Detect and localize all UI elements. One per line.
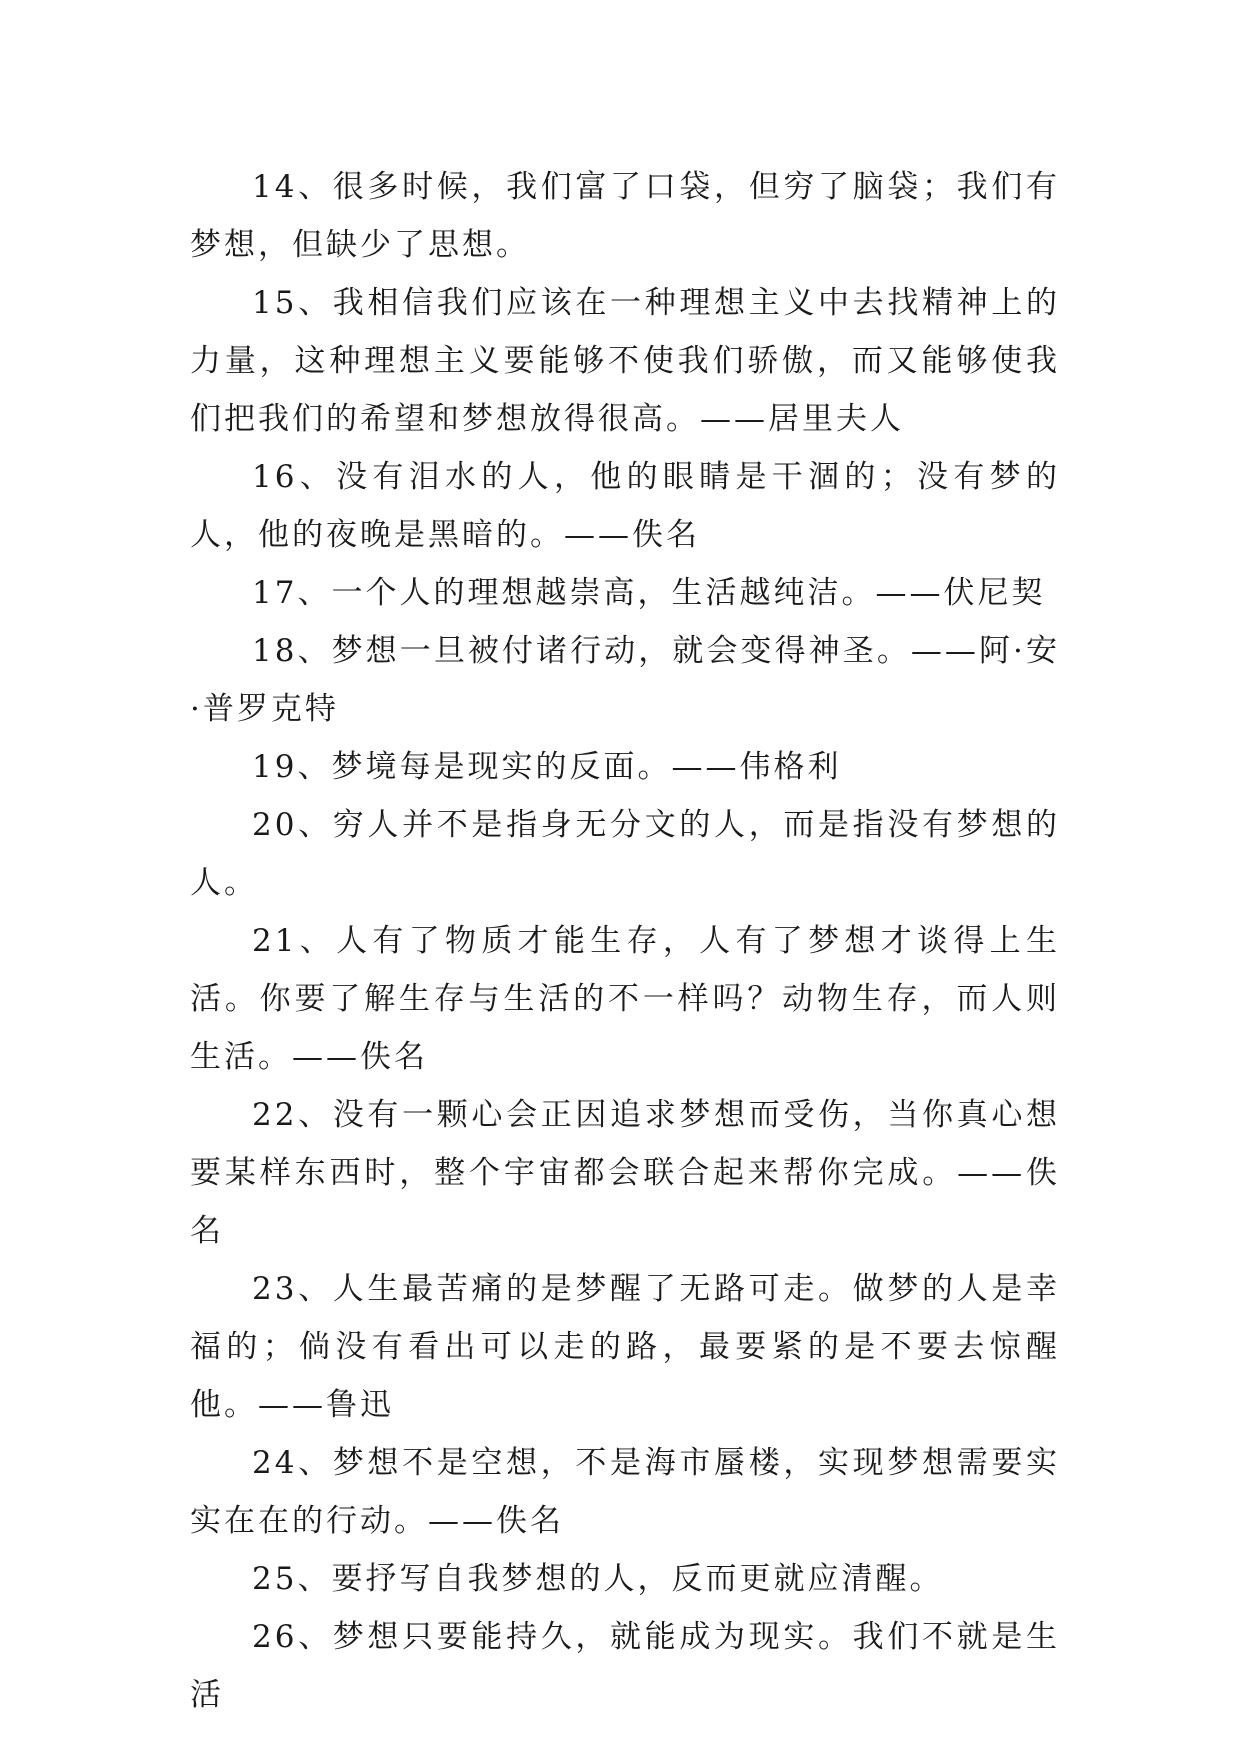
quote-paragraph-21: 21、人有了物质才能生存，人有了梦想才谈得上生活。你要了解生存与生活的不一样吗？动物生存，而人则生活。——佚名 (190, 923, 1060, 1075)
quote-paragraph-25: 25、要抒写自我梦想的人，反而更就应清醒。 (252, 1561, 944, 1597)
quote-paragraph-19: 19、梦境每是现实的反面。——伟格利 (252, 749, 842, 785)
quote-paragraph-18: 18、梦想一旦被付诸行动，就会变得神圣。——阿·安·普罗克特 (190, 633, 1060, 727)
quote-paragraph-20: 20、穷人并不是指身无分文的人，而是指没有梦想的人。 (190, 807, 1060, 901)
quote-paragraph-17: 17、一个人的理想越崇高，生活越纯洁。——伏尼契 (252, 575, 1046, 611)
quote-list (190, 158, 1060, 1724)
quote-paragraph-14: 14、很多时候，我们富了口袋，但穷了脑袋；我们有梦想，但缺少了思想。 (190, 169, 1060, 263)
quote-paragraph-23: 23、人生最苦痛的是梦醒了无路可走。做梦的人是幸福的；倘没有看出可以走的路，最要紧的是不要去惊醒他。——鲁迅 (190, 1271, 1060, 1423)
quote-paragraph-16: 16、没有泪水的人，他的眼睛是干涸的；没有梦的人，他的夜晚是黑暗的。——佚名 (190, 459, 1060, 553)
quote-paragraph-22: 22、没有一颗心会正因追求梦想而受伤，当你真心想要某样东西时，整个宇宙都会联合起来帮你完成。——佚名 (190, 1097, 1060, 1249)
quote-paragraph-26: 26、梦想只要能持久，就能成为现实。我们不就是生活 (190, 1619, 1060, 1713)
quote-paragraph-24: 24、梦想不是空想，不是海市蜃楼，实现梦想需要实实在在的行动。——佚名 (190, 1445, 1060, 1539)
quote-paragraph-15: 15、我相信我们应该在一种理想主义中去找精神上的力量，这种理想主义要能够不使我们骄傲，而又能够使我们把我们的希望和梦想放得很高。——居里夫人 (190, 285, 1060, 437)
